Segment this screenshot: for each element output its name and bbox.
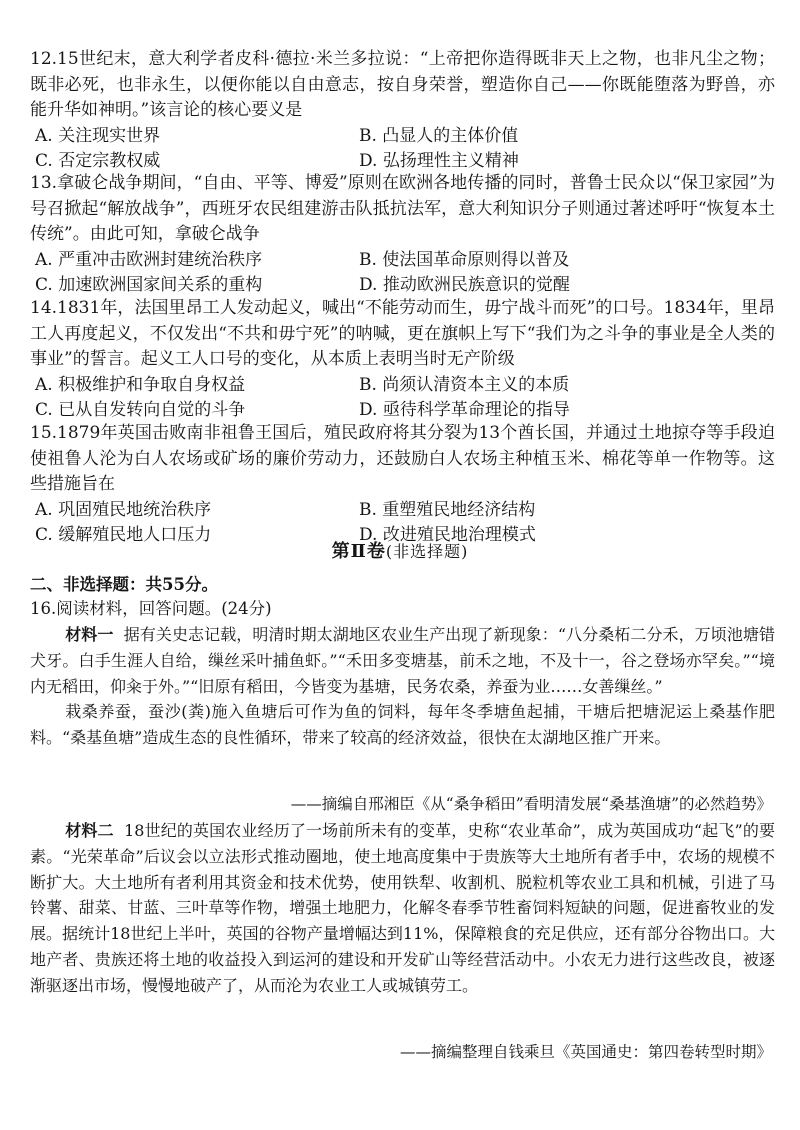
material-one-citation: ——摘编自邢湘臣《从“桑争稻田”看明清发展“桑基渔塘”的必然趋势》 — [290, 795, 772, 813]
material-one-para2: 栽桑养蚕，蚕沙(粪)施入鱼塘后可作为鱼的饲料，每年冬季塘鱼起捕，干塘后把塘泥运上桑基作肥料。“桑基鱼塘”造成生态的良性循环，带来了较高的经济效益，很快在太湖地区推广开来。 — [30, 702, 775, 748]
material-two — [30, 818, 775, 999]
material-two-citation: ——摘编整理自钱乘旦《英国通史：第四卷转型时期》 — [399, 1043, 772, 1061]
option-b: B. 使法国革命原则得以普及 — [359, 249, 570, 270]
material-two-label: 材料二 — [65, 821, 114, 840]
question-13-options — [30, 248, 775, 299]
question-14-options — [30, 373, 775, 424]
question-15 — [30, 421, 775, 549]
option-c: C. 加速欧洲国家间关系的重构 — [35, 275, 263, 295]
material-two-text: 18世纪的英国农业经历了一场前所未有的变革，史称“农业革命”，成为英国成功“起飞”的要素。“光荣革命”后议会以立法形式推动圈地，使土地高度集中于贵族等大土地所有者手中，农场的规模不断扩大。大土地所有者利用其资金和技术优势，使用铁犁、收割机、脱粒机等农业工具和机械，引进了马铃薯、甜菜、甘蓝、三叶草等作物，增强土地肥力，化解冬春季节牲畜饲料短缺的问题，促进畜牧业的发展。据统计18世纪上半叶，英国的谷物产量增幅达到11%，保障粮食的充足供应，还有部分谷物出口。大地产者、贵族还将土地的收益投入到运河的建设和开发矿山等经营活动中。小农无力进行这些改良，被逐渐驱逐出市场，慢慢地破产了，从而沦为农业工人或城镇劳工。 — [30, 821, 775, 995]
question-16-heading: 16.阅读材料，回答问题。(24分) — [30, 599, 272, 618]
option-c: C. 已从自发转向自觉的斗争 — [35, 400, 246, 420]
part2-heading: 二、非选择题：共55分。 — [30, 575, 218, 594]
material-one-text: 据有关史志记载，明清时期太湖地区农业生产出现了新现象：“八分桑柘二分禾，万顷池塘错犬牙。白手生涯人自给，缫丝采叶捕鱼虾。”“禾田多变塘基，前禾之地，不及十一，谷之登场亦罕矣。”“境内无稻田，仰籴于外。”“旧原有稻田，今皆变为基塘，民务农桑，养蚕为业……女善缫丝。” — [30, 625, 775, 696]
material-one-para1 — [30, 622, 775, 699]
option-a: A. 关注现实世界 — [35, 125, 161, 146]
option-c: C. 否定宗教权威 — [35, 151, 161, 171]
material-one-label: 材料一 — [65, 625, 114, 644]
question-15-stem: 15.1879年英国击败南非祖鲁王国后，殖民政府将其分裂为13个酋长国，并通过土地掠夺等手段迫使祖鲁人沦为白人农场或矿场的廉价劳动力，还鼓励白人农场主种植玉米、棉花等单一作物等。这些措施旨在 — [30, 423, 775, 494]
option-a: A. 积极维护和争取自身权益 — [35, 374, 246, 395]
option-a: A. 巩固殖民地统治秩序 — [35, 499, 212, 520]
question-13 — [30, 171, 775, 299]
question-14 — [30, 296, 775, 424]
section-title-main: 第Ⅱ卷 — [331, 541, 386, 562]
option-c: C. 缓解殖民地人口压力 — [35, 525, 212, 545]
question-12-stem: 12.15世纪末，意大利学者皮科·德拉·米兰多拉说：“上帝把你造得既非天上之物，也非凡尘之物；既非必死，也非永生，以便你能以自由意志，按自身荣誉，塑造你自己——你既能堕落为野兽，亦能升华如神明。”该言论的核心要义是 — [30, 49, 775, 120]
option-d: D. 弘扬理性主义精神 — [359, 151, 519, 171]
option-b: B. 凸显人的主体价值 — [359, 125, 519, 146]
question-12 — [30, 47, 775, 175]
option-d: D. 改进殖民地治理模式 — [359, 525, 536, 545]
material-one — [30, 622, 775, 751]
question-12-options — [30, 124, 775, 175]
section-title — [0, 537, 800, 563]
option-a: A. 严重冲击欧洲封建统治秩序 — [35, 249, 263, 270]
option-d: D. 推动欧洲民族意识的觉醒 — [359, 275, 570, 295]
option-b: B. 尚须认清资本主义的本质 — [359, 374, 570, 395]
option-d: D. 亟待科学革命理论的指导 — [359, 400, 570, 420]
question-14-stem: 14.1831年，法国里昂工人发动起义，喊出“不能劳动而生，毋宁战斗而死”的口号。1834年，里昂工人再度起义，不仅发出“不共和毋宁死”的呐喊，更在旗帜上写下“我们为之斗争的事业是全人类的事业”的誓言。起义工人口号的变化，从本质上表明当时无产阶级 — [30, 298, 775, 369]
material-two-para — [30, 818, 775, 999]
question-13-stem: 13.拿破仑战争期间，“自由、平等、博爱”原则在欧洲各地传播的同时，普鲁士民众以“保卫家园”为号召掀起“解放战争”，西班牙农民组建游击队抵抗法军，意大利知识分子则通过著述呼吁“恢复本土传统”。由此可知，拿破仑战争 — [30, 173, 775, 244]
section-title-sub: (非选择题) — [385, 542, 469, 561]
option-b: B. 重塑殖民地经济结构 — [359, 499, 536, 520]
